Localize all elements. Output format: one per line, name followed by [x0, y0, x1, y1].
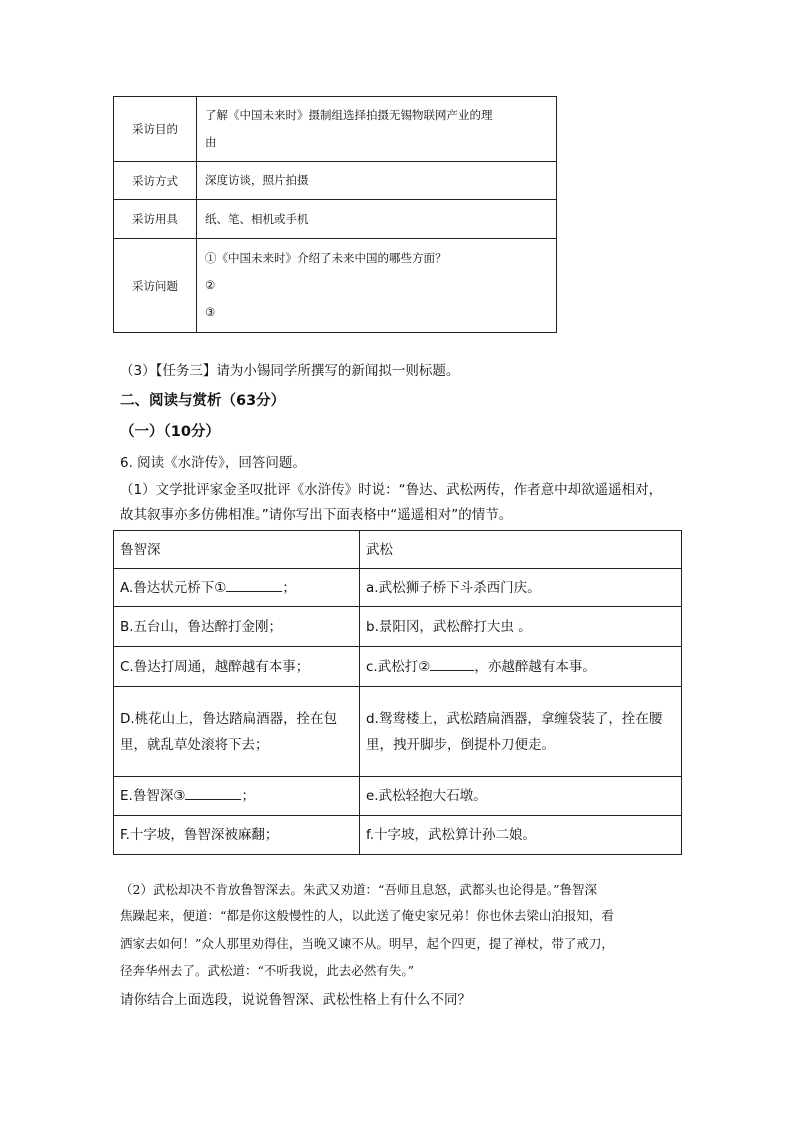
- cell-line: 里，就乱草处滚将下去；: [120, 736, 269, 753]
- passage-line: （2）武松却决不肯放鲁智深去。朱武又劝道：“吾师且息怒，武都头也论得是。”鲁智深: [120, 882, 597, 897]
- row-value: 纸、笔、相机或手机: [197, 200, 557, 239]
- question-6-title: 6. 阅读《水浒传》，回答问题。: [120, 455, 306, 471]
- subsection-heading: （一）（10分）: [120, 424, 220, 440]
- interview-row-method: [114, 162, 557, 200]
- passage-line: 焦躁起来，便道：“都是你这般慢性的人，以此送了俺史家兄弟！你也休去梁山泊报知，看: [120, 908, 614, 923]
- right-cell: e.武松轻抱大石墩。: [360, 777, 682, 816]
- cell-suffix: ，亦越醉越有本事。: [474, 658, 596, 675]
- cell-line: D.桃花山上，鲁达踏扁酒器，拴在包: [120, 710, 338, 727]
- table-row: [114, 607, 682, 647]
- table-row: [114, 569, 682, 607]
- right-cell: a.武松狮子桥下斗杀西门庆。: [360, 569, 682, 607]
- right-cell: [360, 647, 682, 687]
- left-cell: [114, 687, 360, 777]
- cell-suffix: ；: [282, 579, 296, 596]
- cell-suffix: ；: [241, 788, 255, 804]
- right-cell: b.景阳冈，武松醉打大虫 。: [360, 607, 682, 647]
- interview-row-tools: [114, 200, 557, 239]
- interview-row-questions: [114, 239, 557, 333]
- left-cell: B.五台山，鲁达醉打金刚；: [114, 607, 360, 647]
- left-cell: F.十字坡，鲁智深被麻翻；: [114, 816, 360, 855]
- question-6-2-prompt: 请你结合上面选段，说说鲁智深、武松性格上有什么不同？: [120, 992, 471, 1008]
- answer-blank-1[interactable]: [226, 577, 282, 592]
- cell-text: c.武松打②: [366, 658, 431, 675]
- right-cell: f.十字坡，武松算计孙二娘。: [360, 816, 682, 855]
- table-header-row: [114, 531, 682, 569]
- value-line: ③: [205, 305, 216, 319]
- left-cell: C.鲁达打周通，越醉越有本事；: [114, 647, 360, 687]
- row-key: 采访问题: [114, 239, 197, 333]
- row-key: 采访方式: [114, 162, 197, 200]
- passage-line: 洒家去如何！”众人那里劝得住，当晚又谏不从。明早，起个四更，提了禅杖，带了戒刀，: [120, 936, 614, 951]
- section-heading: 二、阅读与赏析（63分）: [120, 393, 286, 409]
- interview-table: [113, 96, 557, 333]
- value-line: ②: [205, 278, 216, 292]
- row-value: [197, 239, 557, 333]
- passage-line: 径奔华州去了。武松道：“不听我说，此去必然有失。”: [120, 963, 415, 978]
- value-line: 了解《中国未来时》摄制组选择拍摄无锡物联网产业的理: [205, 108, 493, 122]
- row-value: 深度访谈，照片拍摄: [197, 162, 557, 200]
- answer-blank-2[interactable]: [430, 656, 474, 671]
- header-cell-wusong: 武松: [360, 531, 682, 569]
- cell-line: 里，拽开脚步，倒提朴刀便走。: [366, 736, 555, 753]
- row-key: 采访用具: [114, 200, 197, 239]
- cell-line: d.鸳鸯楼上，武松踏扁酒器，拿缠袋装了，拴在腰: [366, 710, 663, 727]
- table-row: [114, 777, 682, 816]
- task3-text: （3）【任务三】请为小锡同学所撰写的新闻拟一则标题。: [120, 363, 460, 379]
- left-cell: [114, 569, 360, 607]
- table-row: [114, 816, 682, 855]
- left-cell: [114, 777, 360, 816]
- answer-blank-3[interactable]: [185, 785, 241, 800]
- cell-text: E.鲁智深③: [120, 788, 186, 804]
- comparison-table: [113, 530, 682, 855]
- row-value: [197, 97, 557, 162]
- interview-row-purpose: [114, 97, 557, 162]
- value-line: 由: [205, 135, 217, 149]
- question-6-1-line: 故其叙事亦多仿佛相准。”请你写出下面表格中“遥遥相对”的情节。: [120, 507, 513, 523]
- row-key: 采访目的: [114, 97, 197, 162]
- right-cell: [360, 687, 682, 777]
- table-row: [114, 687, 682, 777]
- header-cell-luzhishen: 鲁智深: [114, 531, 360, 569]
- cell-text: A.鲁达状元桥下①: [120, 579, 227, 596]
- value-line: ①《中国未来时》介绍了未来中国的哪些方面？: [205, 251, 447, 265]
- question-6-1-line: （1）文学批评家金圣叹批评《水浒传》时说：“鲁达、武松两传，作者意中却欲遥遥相对，: [120, 482, 663, 498]
- table-row: [114, 647, 682, 687]
